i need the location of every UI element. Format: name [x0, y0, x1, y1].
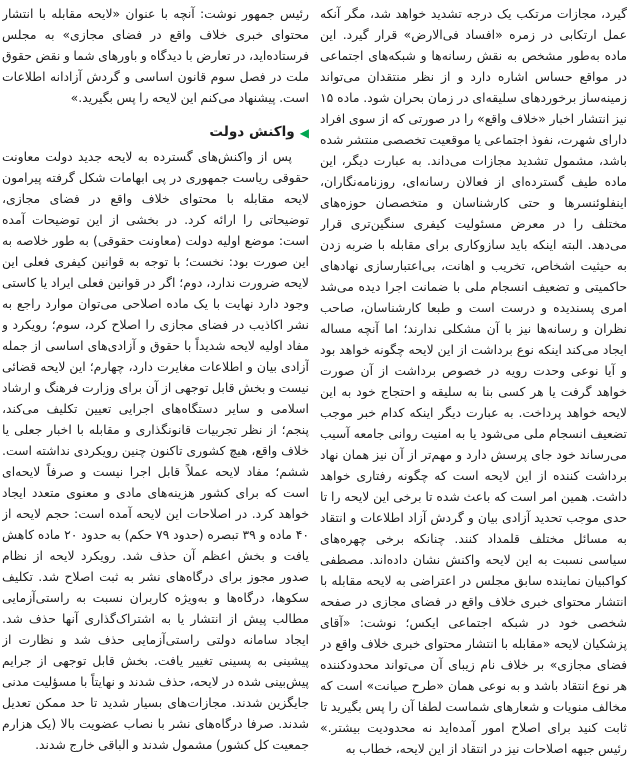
article-columns	[2, 3, 627, 761]
article-column-second	[2, 3, 309, 761]
article-paragraph-intro: رئیس جمهور نوشت: آنچه با عنوان «لایحه مقابله با انتشار محتوای خبری خلاف واقع در فضای مجازی» به مجلس فرستاده‌اید، در تعارض با دیدگاه و باورهای شما و نقض حقوق ملت در فصل سوم قانون اساسی و گردش آزادانه اطلاعات است. پیشنهاد می‌کنم این لایحه را پس بگیرید.»	[2, 6, 309, 105]
article-column-first	[320, 3, 627, 761]
article-paragraph-continuation: گیرد، مجازات مرتکب یک درجه تشدید خواهد شد، مگر آنکه عمل ارتکابی در زمره «افساد فی‌الارض» قرار گیرد. این ماده به‌طور مشخص به نقش رسانه‌ها و شبکه‌های اجتماعی در مواقع حساس اشاره دارد و از نظر منتقدان می‌تواند زمینه‌ساز برخوردهای سلیقه‌ای در زمان بحران شود. ماده ۱۵ نیز انتشار اخبار «خلاف واقع» را در صورتی که از سوی افراد دارای شهرت، نفوذ اجتماعی یا موقعیت تخصصی منتشر شده باشد، مشمول تشدید مجازات می‌داند. به عبارت دیگر، این ماده طیف گسترده‌ای از فعالان رسانه‌ای، روزنامه‌نگاران، اینفلوئنسرها و حتی کارشناسان و متخصصان حوزه‌های مختلف را در معرض مسئولیت کیفری سنگین‌تری قرار می‌دهد. البته اینکه باید سازوکاری برای مقابله با ضربه زدن به حیثیت اشخاص، تخریب و اهانت، بی‌اعتبارسازی نهادهای حاکمیتی و تضعیف انسجام ملی با ضمانت اجرا دیده می‌شد امری پسندیده و درست است و طبعا کارشناسان، صاحب نظران و رسانه‌ها نیز با آن مشکلی ندارند؛ اما آنچه مساله ایجاد می‌کند اینکه نوع برداشت از این لایحه چگونه خواهد بود و آیا نوعی وحدت رویه در خصوص برداشت از آن صورت خواهد گرفت یا هر کسی بنا به سلیقه و احتجاج خود به این لایحه خواهد پرداخت. به عبارت دیگر اینکه کدام خبر موجب تضعیف انسجام ملی می‌شود یا به امنیت روانی جامعه آسیب می‌رساند خود جای پرسش دارد و مهم‌تر از آن نیز همان نهاد برداشت کننده از این لایحه است که چگونه رفتاری خواهد داشت. همین امر است که باعث شده تا برخی این لایحه را تا حدی موجب تحدید آزادی بیان و گردش آزاد اطلاعات و انتقاد به مسائل مختلف قلمداد کنند. چنانکه برخی چهره‌های سیاسی نسبت به این لایحه واکنش نشان داده‌اند. مصطفی کواکبیان نماینده سابق مجلس در اعتراضی به لایحه مقابله با انتشار محتوای خبری خلاف واقع در فضای مجازی در صفحه شخصی خود در شبکه اجتماعی ایکس؛ نوشت: «آقای پزشکیان لایحه «مقابله با انتشار محتوای خبری خلاف واقع در فضای مجازی» بر خلاف نام زیبای آن می‌تواند محدودکننده هر نوع انتقاد باشد و به نوعی همان «طرح صیانت» است که مخالف منویات و شعارهای شماست لطفا آن را پس بگیرید تا ثابت کنید برای اصلاح امور آمده‌اید نه محدودیت بیشتر.» رئیس جبهه اصلاحات نیز در انتقاد از این لایحه، خطاب به	[320, 6, 627, 756]
left-triangle-icon: ◀	[299, 126, 309, 140]
section-heading-label: واکنش دولت	[209, 124, 295, 140]
article-paragraph-body: پس از واکنش‌های گسترده به لایحه جدید دولت معاونت حقوقی ریاست جمهوری در پی ابهامات شکل گرفته پیرامون لایحه مقابله با محتوای خلاف واقع در فضای مجازی، توضیحاتی را ارائه کرد. در بخشی از این توضیحات آمده است: موضع اولیه دولت (معاونت حقوقی) به طور خلاصه به این صورت بود: نخست؛ با توجه به قوانین کیفری فعلی این لایحه ضرورت ندارد، دوم؛ اگر در قوانین فعلی ایراد یا کاستی وجود دارد نهایت با یک ماده اصلاحی می‌توان موارد راجع به نشر اکاذیب در فضای مجازی را اصلاح کرد، سوم؛ رویکرد و مفاد اولیه لایحه شدیداً با حقوق و آزادی‌های اساسی از جمله آزادی بیان و اطلاعات مغایرت دارد، چهارم؛ این لایحه قضائی نیست و بخش قابل توجهی از آن برای وزارت فرهنگ و ارشاد اسلامی و سایر دستگاه‌های اجرایی تعیین تکلیف می‌کند، پنجم؛ از نظر تجربیات قانونگذاری و مقابله با اخبار جعلی یا خلاف واقع، هیچ کشوری تاکنون چنین رویکردی نداشته است. ششم؛ مفاد لایحه عملاً قابل اجرا نیست و صرفاً لایحه‌ای است که برای کشور هزینه‌های مادی و معنوی متعدد ایجاد خواهد کرد. در اصلاحات این لایحه آمده است: حجم لایحه از ۴۰ ماده و ۳۹ تبصره (حدود ۷۹ حکم) به حدود ۲۰ ماده کاهش یافت و بخش اعظم آن حذف شد. رویکرد لایحه از نظام صدور مجوز برای درگاه‌های نشر به ثبت اصلاح شد. تکلیف سکوها، درگاه‌ها و به‌ویژه کاربران نسبت به راستی‌آزمایی مطالب پیش از انتشار یا به اشتراک‌گذاری آنها حذف شد. ایجاد سامانه دولتی راستی‌آزمایی حذف شد و نظارت از پیشینی به پسینی تغییر یافت. بخش قابل توجهی از جرایم پیش‌بینی شده در لایحه، حذف شدند و نهایتاً با مسؤلیت مدنی جایگزین شدند. مجازات‌های بسیار شدید تا حد ممکن تعدیل شدند. صرفا درگاه‌های نشر با نصاب عضویت بالا (یک هزارم جمعیت کل کشور) مشمول شدند و الباقی خارج شدند.	[2, 149, 309, 752]
section-heading	[2, 123, 309, 141]
